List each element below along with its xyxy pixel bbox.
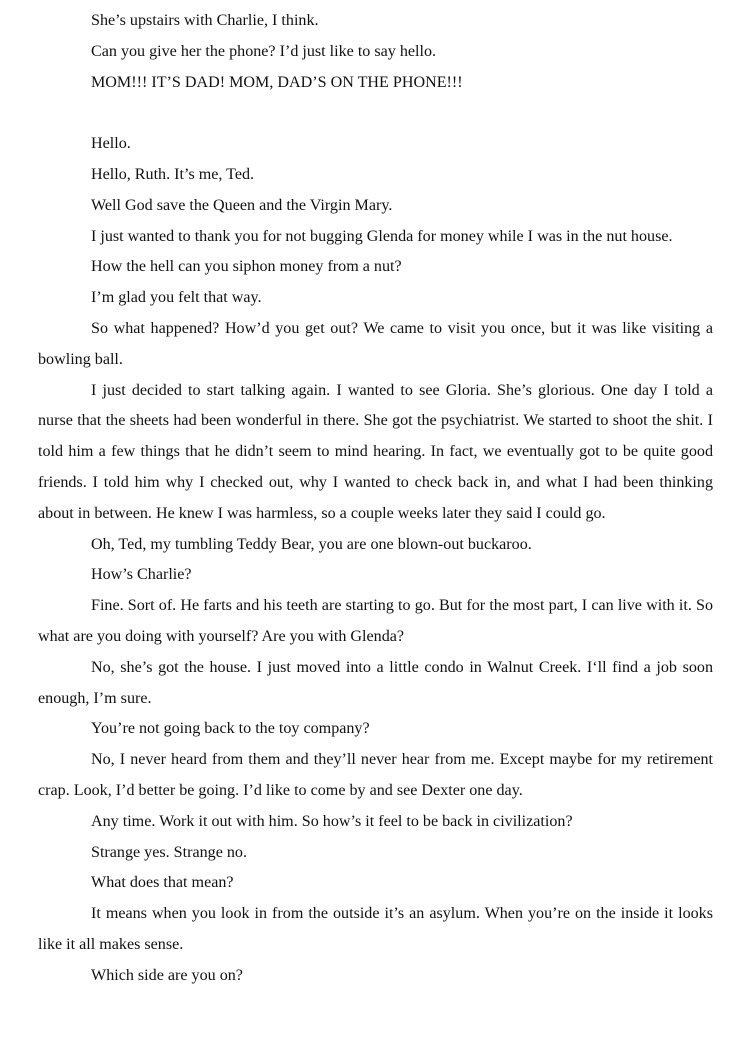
paragraph: No, I never heard from them and they’ll never hear from me. Except maybe for my retirement crap. Look, I’d better be going. I’d like to come by and see Dexter one day. [38,751,713,799]
document-page [38,6,713,992]
paragraph: You’re not going back to the toy company? [91,720,370,738]
paragraph: Which side are you on? [91,966,243,984]
paragraph: So what happened? How’d you get out? We came to visit you once, but it was like visiting a bowling ball. [38,319,713,368]
paragraph: No, she’s got the house. I just moved into a little condo in Walnut Creek. I‘ll find a job soon enough, I’m sure. [38,658,713,707]
paragraph: MOM!!! IT’S DAD! MOM, DAD’S ON THE PHONE!!! [91,73,463,91]
blank-line [38,98,713,129]
paragraph: How’s Charlie? [91,566,192,584]
paragraph: How the hell can you siphon money from a nut? [91,258,402,276]
paragraph: I just wanted to thank you for not bugging Glenda for money while I was in the nut house. [91,227,673,245]
paragraph: Can you give her the phone? I’d just like to say hello. [91,42,437,60]
paragraph: What does that mean? [91,874,234,892]
paragraph: Hello. [91,135,131,153]
paragraph: I just decided to start talking again. I wanted to see Gloria. She’s glorious. One day I told a nurse that the sheets had been wonderful in there. She got the psychiatrist. We started to shoot the shit. I told him a few things that he didn’t seem to mind hearing. In fact, we eventually got to be quite good friends. I told him why I checked out, why I wanted to check back in, and what I had been thinking about in between. He knew I was harmless, so a couple weeks later they said I could go. [38,381,713,522]
paragraph: Hello, Ruth. It’s me, Ted. [91,165,255,183]
paragraph: She’s upstairs with Charlie, I think. [91,12,319,29]
paragraph: Oh, Ted, my tumbling Teddy Bear, you are one blown-out buckaroo. [91,535,532,553]
paragraph: Well God save the Queen and the Virgin Mary. [91,196,393,214]
paragraph: Any time. Work it out with him. So how’s it feel to be back in civilization? [91,812,573,830]
paragraph: I’m glad you felt that way. [91,289,262,307]
paragraph: Strange yes. Strange no. [91,843,247,861]
paragraph: It means when you look in from the outside it’s an asylum. When you’re on the inside it looks like it all makes sense. [38,905,713,953]
paragraph: Fine. Sort of. He farts and his teeth are starting to go. But for the most part, I can live with it. So what are you doing with yourself? Are you with Glenda? [38,597,713,645]
